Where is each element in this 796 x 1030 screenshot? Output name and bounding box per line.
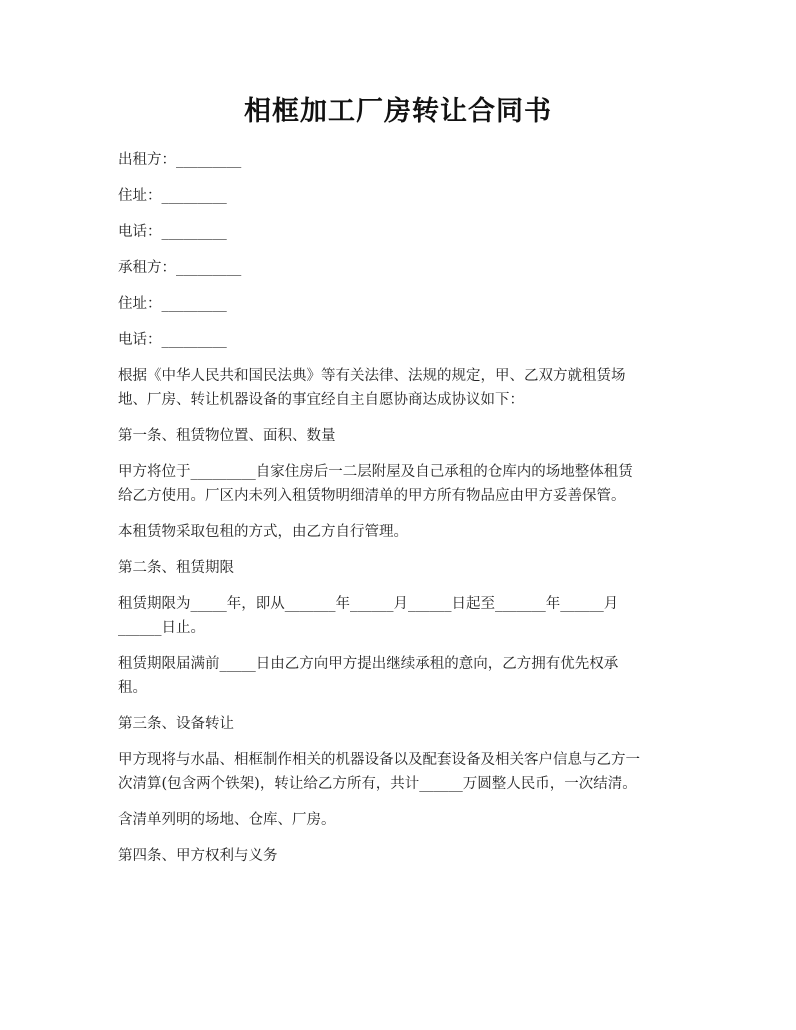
preamble-paragraph [118, 364, 680, 412]
article-3-heading [118, 712, 680, 736]
paragraph-line: 含清单列明的场地、仓库、厂房。 [118, 812, 336, 828]
article-2-term-paragraph [118, 592, 680, 640]
lessee-address-field: 住址：_________ [118, 296, 227, 312]
article-3-paragraph [118, 748, 680, 796]
lessor-address-field: 住址：_________ [118, 188, 227, 204]
lessee-phone-field: 电话：_________ [118, 332, 227, 348]
paragraph-line: 甲方将位于_________自家住房后一二层附屋及自己承租的仓库内的场地整体租赁 [118, 464, 633, 480]
article-3-scope-paragraph [118, 808, 680, 832]
paragraph-line: ______日止。 [118, 620, 205, 636]
paragraph-line: 租赁期限为_____年，即从_______年______月______日起至_______年______月 [118, 596, 619, 612]
article-2-heading [118, 556, 680, 580]
lessor-phone-field: 电话：_________ [118, 224, 227, 240]
section-heading: 第三条、设备转让 [118, 716, 234, 732]
article-4-heading [118, 844, 680, 868]
article-2-renewal-paragraph [118, 652, 680, 700]
article-1-lease-method [118, 520, 680, 544]
lessee-name-field: 承租方：_________ [118, 260, 242, 276]
paragraph-line: 租。 [118, 680, 147, 696]
section-heading: 第二条、租赁期限 [118, 560, 234, 576]
article-1-paragraph [118, 460, 680, 508]
paragraph-line: 给乙方使用。厂区内未列入租赁物明细清单的甲方所有物品应由甲方妥善保管。 [118, 488, 626, 504]
paragraph-line: 地、厂房、转让机器设备的事宜经自主自愿协商达成协议如下： [118, 392, 524, 408]
section-heading: 第四条、甲方权利与义务 [118, 848, 278, 864]
article-1-heading [118, 424, 680, 448]
lessor-name-field: 出租方：_________ [118, 152, 242, 168]
paragraph-line: 甲方现将与水晶、相框制作相关的机器设备以及配套设备及相关客户信息与乙方一 [118, 752, 640, 768]
paragraph-line: 根据《中华人民共和国民法典》等有关法律、法规的规定，甲、乙双方就租赁场 [118, 368, 626, 384]
section-heading: 第一条、租赁物位置、面积、数量 [118, 428, 336, 444]
document-title: 相框加工厂房转让合同书 [244, 96, 552, 127]
paragraph-line: 本租赁物采取包租的方式，由乙方自行管理。 [118, 524, 408, 540]
paragraph-line: 租赁期限届满前_____日由乙方向甲方提出继续承租的意向，乙方拥有优先权承 [118, 656, 619, 672]
paragraph-line: 次清算(包含两个铁架)，转让给乙方所有，共计______万圆整人民币，一次结清。 [118, 776, 637, 792]
document-body [118, 148, 680, 880]
